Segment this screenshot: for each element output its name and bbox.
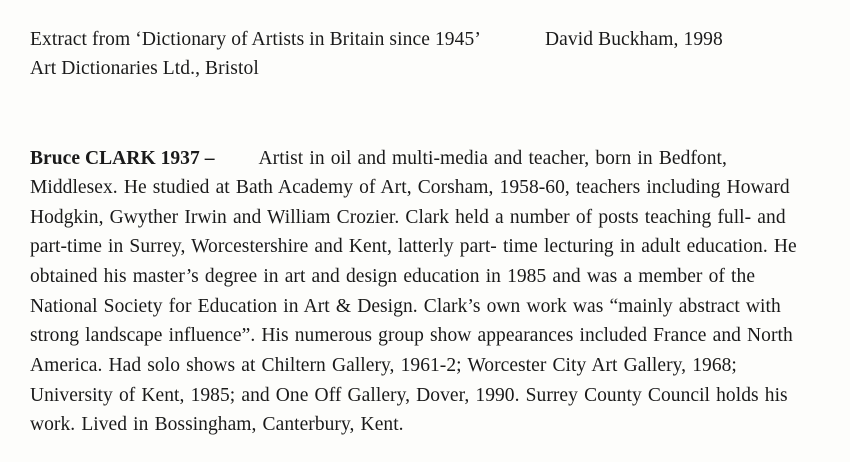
dictionary-entry — [30, 144, 814, 440]
document-header — [30, 26, 814, 84]
entry-paragraph — [30, 144, 814, 440]
author-and-year: David Buckham, 1998 — [544, 29, 723, 50]
header-first-line — [30, 26, 814, 54]
entry-biography-text: Artist in oil and multi-media and teacher, born in Bedfont, Middlesex. He studied at Bath Academy of Art, Corsham, 1958-60, teachers including Howard Hodgkin, Gwyther Irwin and William Crozier. Clark held a number of posts teaching full- and part-time in Surrey, Worcestershire and Kent, latterly part- time lecturing in adult education. He obtained his master’s degree in art and design education in 1985 and was a member of the National Society for Education in Art & Design. Clark’s own work was “mainly abstract with strong landscape influence”. His numerous group show appearances included France and North America. Had solo shows at Chiltern Gallery, 1961-2; Worcester City Art Gallery, 1968; University of Kent, 1985; and One Off Gallery, Dover, 1990. Surrey County Council holds his work. Lived in Bossingham, Canterbury, Kent. — [30, 147, 797, 436]
source-citation: Extract from ‘Dictionary of Artists in Britain since 1945’ — [30, 29, 481, 50]
entry-artist-name: Bruce CLARK 1937 – — [30, 147, 215, 169]
publisher-line: Art Dictionaries Ltd., Bristol — [30, 58, 259, 80]
